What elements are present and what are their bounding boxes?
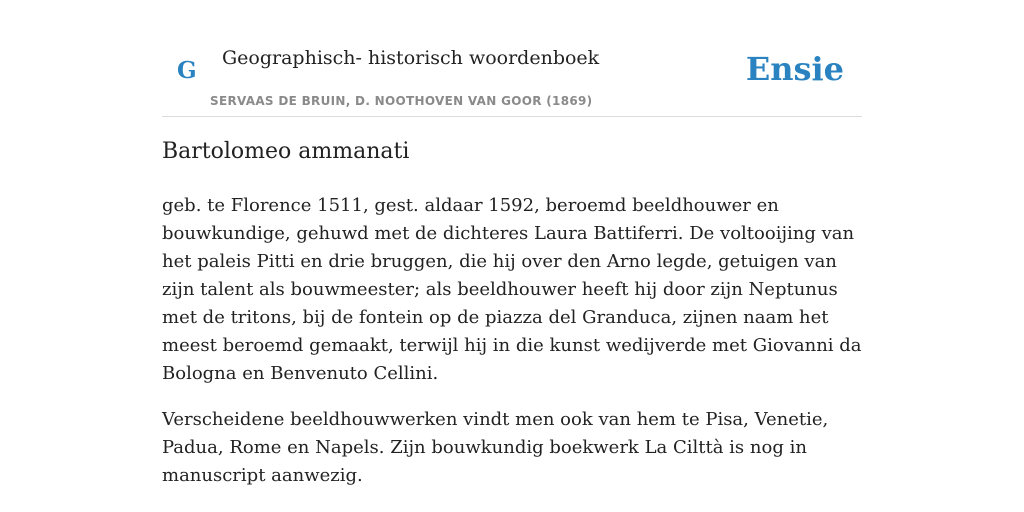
ensie-logo[interactable]: Ensie xyxy=(745,50,844,88)
article-title: Bartolomeo ammanati xyxy=(162,139,410,164)
book-author: SERVAAS DE BRUIN, D. NOOTHOVEN VAN GOOR (1869) xyxy=(210,94,593,108)
article-paragraph: geb. te Florence 1511, gest. aldaar 1592, beroemd beeldhouwer en bouwkundige, gehuwd met de dichteres Laura Battiferri. De voltooijing van het paleis Pitti en drie bruggen, die hij over den Arno legde, getuigen van zijn talent als bouwmeester; als beeldhouwer heeft hij door zijn Neptunus met de tritons, bij de fontein op de piazza del Granduca, zijnen naam het meest beroemd gemaakt, terwijl hij in die kunst wedijverde met Giovanni da Bologna en Benvenuto Cellini. xyxy=(162,195,862,384)
article-body xyxy=(162,192,862,508)
book-letter-icon: G xyxy=(177,57,197,84)
book-title[interactable]: Geographisch- historisch woordenboek xyxy=(222,47,600,69)
book-header xyxy=(162,40,862,117)
article-paragraph: Verscheidene beeldhouwwerken vindt men ook van hem te Pisa, Venetie, Padua, Rome en Napels. Zijn bouwkundig boekwerk La Cilttà is nog in manuscript aanwezig. xyxy=(162,409,829,486)
